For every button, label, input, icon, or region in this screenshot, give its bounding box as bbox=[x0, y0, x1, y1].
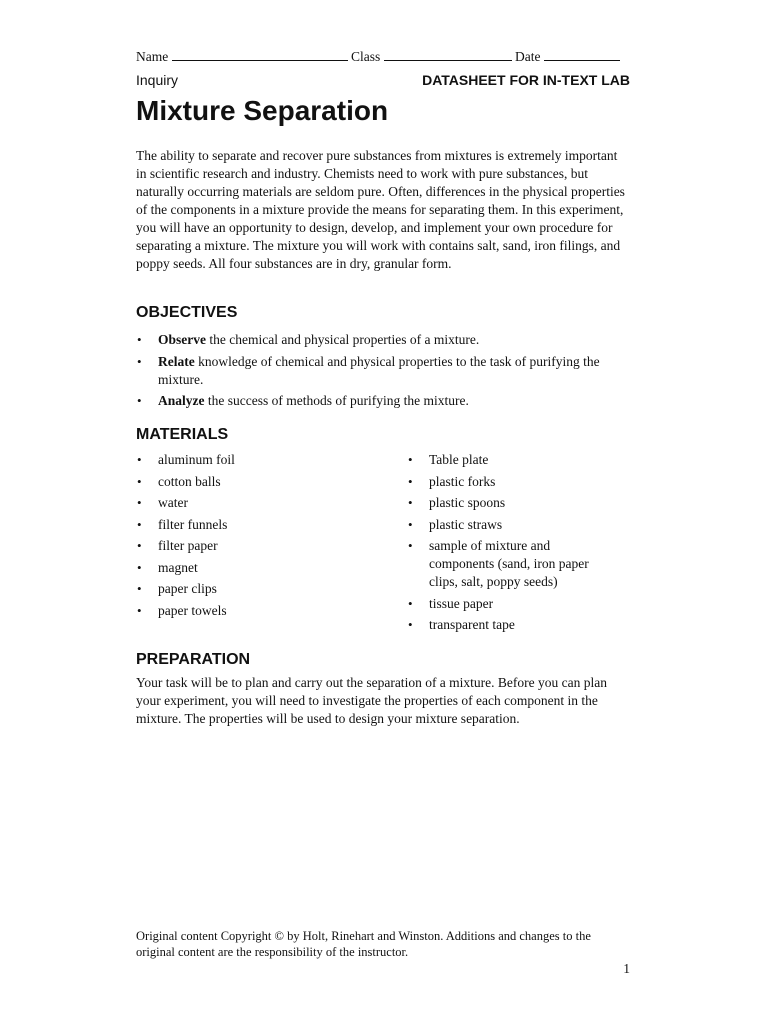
objective-item: • Relate knowledge of chemical and physical properties to the task of purifying the mixture. bbox=[136, 353, 630, 389]
class-label: Class bbox=[350, 49, 381, 64]
material-item: • sample of mixture and components (sand, iron paper clips, salt, poppy seeds) bbox=[407, 537, 617, 591]
material-item: • magnet bbox=[136, 559, 376, 577]
materials-heading: MATERIALS bbox=[136, 426, 229, 443]
material-item: • Table plate bbox=[407, 451, 617, 469]
preparation-heading: PREPARATION bbox=[136, 651, 251, 668]
materials-list-right bbox=[407, 451, 617, 638]
material-item: • plastic spoons bbox=[407, 494, 617, 512]
class-blank bbox=[384, 47, 512, 61]
material-item: • paper towels bbox=[136, 602, 376, 620]
page-title: Mixture Separation bbox=[136, 95, 389, 126]
student-info-line bbox=[136, 47, 630, 65]
name-blank bbox=[172, 47, 348, 61]
name-label: Name bbox=[136, 49, 169, 64]
datasheet-label: DATASHEET FOR IN-TEXT LAB bbox=[422, 72, 630, 88]
materials-list-left bbox=[136, 451, 376, 623]
material-item: • plastic forks bbox=[407, 473, 617, 491]
material-item: • aluminum foil bbox=[136, 451, 376, 469]
date-label: Date bbox=[515, 49, 541, 64]
lab-type: Inquiry bbox=[136, 72, 179, 88]
material-item: • transparent tape bbox=[407, 616, 617, 634]
objective-item: • Analyze the success of methods of purifying the mixture. bbox=[136, 392, 630, 410]
material-item: • water bbox=[136, 494, 376, 512]
material-item: • cotton balls bbox=[136, 473, 376, 491]
material-item: • tissue paper bbox=[407, 595, 617, 613]
objective-item: • Observe the chemical and physical properties of a mixture. bbox=[136, 331, 630, 349]
intro-paragraph: The ability to separate and recover pure substances from mixtures is extremely important in scientific research and industry. Chemists need to work with pure substances, but naturally occurring materials are seldom pure. Often, differences in the physical properties of the components in a mixture provide the means for separating them. In this experiment, you will have an opportunity to design, develop, and implement your own procedure for separating a mixture. The mixture you will work with contains salt, sand, iron filings, and poppy seeds. All four substances are in dry, granular form. bbox=[136, 148, 625, 271]
preparation-paragraph: Your task will be to plan and carry out the separation of a mixture. Before you can plan your experiment, you will need to investigate the properties of each component in the mixture. The properties will be used to design your mixture separation. bbox=[136, 675, 607, 726]
objectives-list bbox=[136, 331, 630, 414]
page-number: 1 bbox=[623, 961, 630, 976]
material-item: • filter paper bbox=[136, 537, 376, 555]
material-item: • paper clips bbox=[136, 580, 376, 598]
objectives-heading: OBJECTIVES bbox=[136, 304, 238, 321]
copyright-footer: Original content Copyright © by Holt, Rinehart and Winston. Additions and changes to the original content are the responsibility of the instructor. bbox=[136, 929, 591, 959]
sub-header bbox=[136, 72, 630, 88]
material-item: • plastic straws bbox=[407, 516, 617, 534]
material-item: • filter funnels bbox=[136, 516, 376, 534]
date-blank bbox=[544, 47, 620, 61]
